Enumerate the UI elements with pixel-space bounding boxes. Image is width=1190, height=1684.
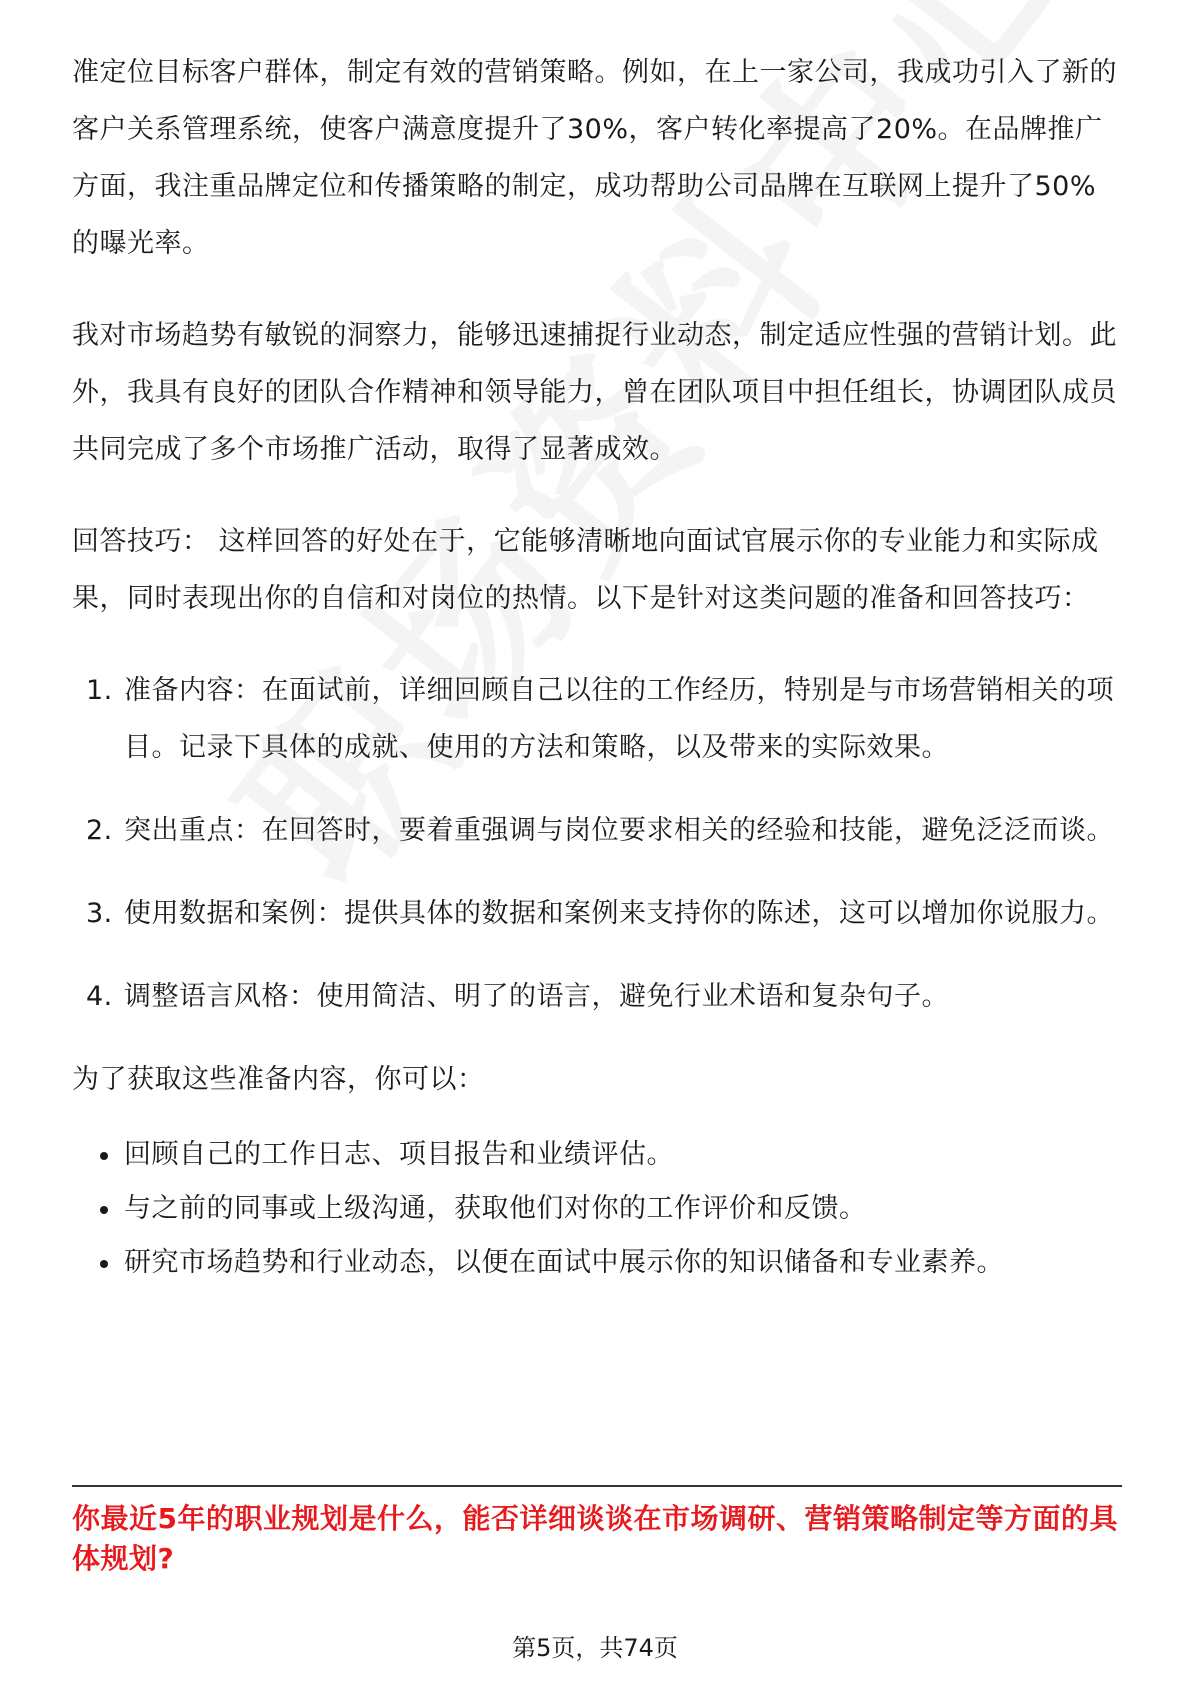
next-question-heading: 你最近5年的职业规划是什么，能否详细谈谈在市场调研、营销策略制定等方面的具体规划? xyxy=(72,1502,1118,1575)
tips-intro-paragraph: 回答技巧： 这样回答的好处在于，它能够清晰地向面试官展示你的专业能力和实际成果，同时表现出你的自信和对岗位的热情。以下是针对这类问题的准备和回答技巧： xyxy=(72,526,1099,614)
tip-text: 使用数据和案例：提供具体的数据和案例来支持你的陈述，这可以增加你说服力。 xyxy=(124,898,1114,929)
tip-text: 调整语言风格：使用简洁、明了的语言，避免行业术语和复杂句子。 xyxy=(124,981,949,1012)
tip-number: 1. xyxy=(86,675,113,706)
prep-item-2 xyxy=(72,1182,1122,1236)
prep-item-text: 与之前的同事或上级沟通，获取他们对你的工作评价和反馈。 xyxy=(124,1193,867,1224)
bullet-icon xyxy=(100,1260,108,1268)
bullet-icon xyxy=(100,1206,108,1214)
tip-number: 2. xyxy=(86,815,113,846)
prep-item-1 xyxy=(72,1128,1122,1182)
tip-item-4 xyxy=(72,968,1122,1025)
tip-text: 准备内容：在面试前，详细回顾自己以往的工作经历，特别是与市场营销相关的项目。记录下具体的成就、使用的方法和策略，以及带来的实际效果。 xyxy=(124,675,1114,763)
section-divider xyxy=(72,1485,1122,1487)
page-number-footer: 第5页，共74页 xyxy=(512,1634,678,1662)
tips-list xyxy=(72,662,1122,1025)
tip-item-2 xyxy=(72,802,1122,859)
page-content xyxy=(72,44,1122,1290)
bullet-icon xyxy=(100,1152,108,1160)
tip-item-1 xyxy=(72,662,1122,776)
answer-paragraph-2: 我对市场趋势有敏锐的洞察力，能够迅速捕捉行业动态，制定适应性强的营销计划。此外，我具有良好的团队合作精神和领导能力，曾在团队项目中担任组长，协调团队成员共同完成了多个市场推广活动，取得了显著成效。 xyxy=(72,320,1117,465)
tip-number: 3. xyxy=(86,898,113,929)
prep-intro: 为了获取这些准备内容，你可以： xyxy=(72,1064,485,1095)
prep-item-3 xyxy=(72,1236,1122,1290)
tip-number: 4. xyxy=(86,981,113,1012)
prep-item-text: 回顾自己的工作日志、项目报告和业绩评估。 xyxy=(124,1139,674,1170)
tip-text: 突出重点：在回答时，要着重强调与岗位要求相关的经验和技能，避免泛泛而谈。 xyxy=(124,815,1114,846)
prep-item-text: 研究市场趋势和行业动态，以便在面试中展示你的知识储备和专业素养。 xyxy=(124,1247,1004,1278)
tip-item-3 xyxy=(72,885,1122,942)
answer-paragraph-1: 准定位目标客户群体，制定有效的营销策略。例如，在上一家公司，我成功引入了新的客户关系管理系统，使客户满意度提升了30%，客户转化率提高了20%。在品牌推广方面，我注重品牌定位和传播策略的制定，成功帮助公司品牌在互联网上提升了50%的曝光率。 xyxy=(72,57,1117,259)
prep-list xyxy=(72,1128,1122,1290)
